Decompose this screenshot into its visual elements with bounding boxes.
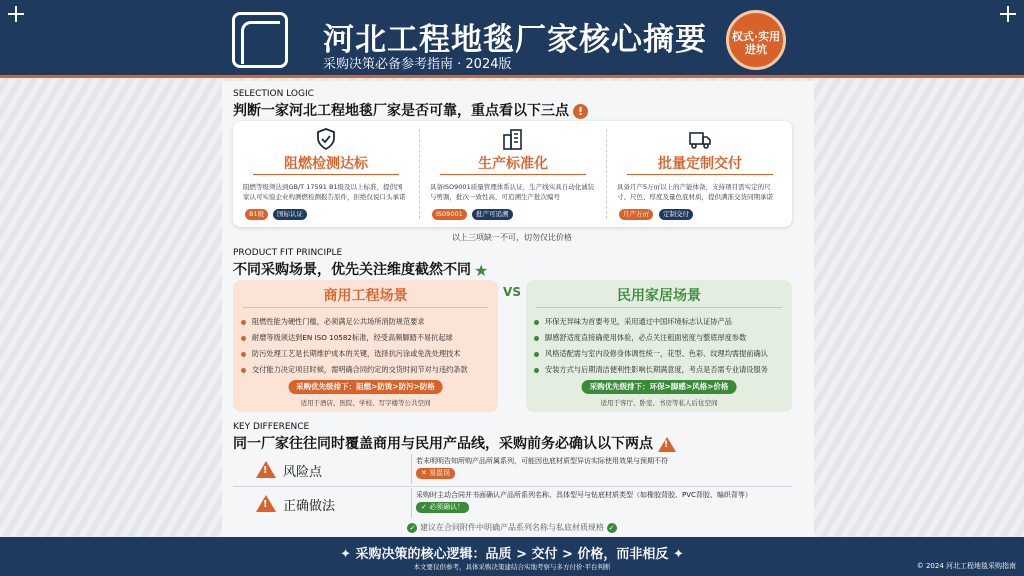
bullet-icon (241, 336, 246, 341)
scenario-list (534, 314, 786, 378)
card-tag: IS09001 (432, 209, 467, 220)
scenario-title: 商用工程场景 (323, 288, 408, 304)
card-title: 生产标准化 (478, 156, 548, 172)
list-item (241, 314, 492, 330)
factory-icon (501, 127, 525, 151)
list-item (534, 314, 786, 330)
confirm-pill: ✓ 必须确认！ (416, 502, 469, 513)
criteria-cards (233, 121, 792, 227)
check-icon: ✓ (607, 523, 617, 533)
card-description: 阻燃等级须达到GB/T 17591 B1级及以上标准，提供国家认可实验企业构测燃检测报告原件，拒绝仅说口头承诺 (243, 183, 406, 201)
divider (536, 307, 782, 308)
divider (233, 486, 792, 487)
footer-banner (0, 537, 1024, 576)
divider (411, 488, 412, 518)
exclamation-icon: ! (573, 104, 588, 119)
list-item (241, 346, 492, 362)
card-tag: B1级 (245, 209, 268, 220)
shield-check-icon (314, 127, 338, 151)
section-heading (233, 259, 488, 280)
risk-row (233, 454, 792, 484)
page-subtitle: 采购决策必备参考指南 · 2024版 (323, 57, 512, 72)
divider (440, 174, 586, 175)
warning-icon: ! (658, 437, 676, 452)
criteria-card (607, 121, 793, 227)
card-tag: 定制交付 (659, 209, 693, 220)
contract-note (0, 522, 1024, 533)
list-item-text: 防污处理工艺是长期维护成本的关键，选择抗污涂或免洗处理技术 (252, 349, 461, 358)
section-heading (233, 433, 676, 453)
section-en-label: SELECTION LOGIC (233, 89, 314, 99)
row-label: 风险点 (283, 465, 323, 480)
list-item (534, 346, 786, 362)
footer-copyright: © 2024 河北工程地毯采购指南 (916, 562, 1016, 570)
bullet-icon (534, 352, 539, 357)
row-text: 若未明明告知所购产品所属系列，可能因也底材质型异访实际使用效果与预期不符 (416, 457, 668, 465)
applicable-note: 适用于酒店、医院、学校、写字楼等公共空间 (300, 399, 431, 407)
card-tag: 批产可追溯 (472, 209, 513, 220)
section-en-label: PRODUCT FIT PRINCIPLE (233, 248, 343, 258)
divider (411, 454, 412, 484)
risk-pill: ✕ 易混误 (416, 468, 455, 479)
list-item (534, 362, 786, 378)
check-icon: ✓ (407, 523, 417, 533)
list-item-text: 交付能力决定项目时候，需明确合同约定的交货时间节对与违约条款 (252, 365, 468, 374)
card-description: 具备ISO9001质量管理体系认证，生产线实具自动化诚装与剪割，批次一致性高，可追溯生产批次编号 (430, 183, 595, 201)
section-en-label: KEY DIFFERENCE (233, 422, 310, 432)
correct-row (233, 488, 792, 518)
card-title: 阻燃检测达标 (284, 156, 368, 172)
divider (627, 174, 773, 175)
list-item (241, 330, 492, 346)
card-tag: 国标认证 (273, 209, 307, 220)
crosshair-icon (1000, 6, 1016, 22)
scenario-list (241, 314, 492, 378)
bullet-icon (241, 352, 246, 357)
page-title: 河北工程地毯厂家核心摘要 (323, 22, 707, 58)
header-banner (0, 0, 1024, 78)
footer-main: ✦ 采购决策的核心逻辑：品质 > 交付 > 价格，而非相反 ✦ (340, 547, 684, 562)
authority-badge (726, 10, 786, 70)
vs-label: VS (503, 285, 521, 299)
criteria-card (420, 121, 606, 227)
row-label: 正确做法 (283, 499, 336, 514)
card-title: 批量定制交付 (658, 156, 742, 172)
row-text: 采购时主动合同并书面确认产品所系列名称、具体型号与钻底材质类型（如橡胶背胶、PVC背胶、编织背等） (416, 491, 752, 499)
scenario-title: 民用家居场景 (617, 288, 701, 304)
badge-text: 权式·实用 进坑 (731, 30, 781, 56)
section-heading-text: 判断一家河北工程地毯厂家是否可靠，重点看以下三点 (233, 103, 569, 119)
list-item-text: 耐磨等级须达到EN ISO 10582标准，经受高频脚踏不易抗起球 (252, 333, 453, 342)
scroll-logo-icon (232, 12, 288, 68)
applicable-note: 适用于客厅、卧室、书房等私人后住空间 (600, 399, 718, 407)
section-heading-text: 同一厂家往往同时覆盖商用与民用产品线，采购前务必确认以下两点 (233, 436, 653, 452)
divider (243, 307, 488, 308)
priority-pill: 采购优先级排下：阻燃>防烫>防污>防格 (288, 380, 443, 394)
bullet-icon (534, 368, 539, 373)
card-tag: 月产万㎡ (619, 209, 653, 220)
list-item (241, 362, 492, 378)
bullet-icon (534, 320, 539, 325)
section-heading-text: 不同采购场景，优先关注维度截然不同 (233, 262, 471, 278)
list-item-text: 安装方式与后期清洁便利性影响长期满意度，考点是否需专业请设服务 (545, 365, 768, 374)
bullet-icon (241, 368, 246, 373)
priority-pill: 采购优先级排下：环保>脚感>风格>价格 (582, 380, 737, 394)
contract-note-text: 建议在合同附件中明确产品系列名称与私底材质规格 (420, 523, 604, 532)
warning-icon: ! (256, 495, 276, 512)
criteria-card (233, 121, 419, 227)
list-item-text: 风格适配需与室内设修身体调性统一，花型、色彩、纹理均需提前确认 (545, 349, 768, 358)
criteria-note: 以上三项缺一不可，切勿仅比价格 (452, 233, 572, 242)
list-item-text: 脚感舒适度直接确使用体验，必点关注租面密度与整底厚度参数 (545, 333, 747, 342)
bullet-icon (534, 336, 539, 341)
home-scenario-card (526, 280, 792, 412)
warning-icon: ! (256, 461, 276, 478)
star-icon: ★ (474, 260, 489, 280)
list-item-text: 阻燃性能为硬性门槛，必须满足公共场所消防规范要求 (252, 317, 425, 326)
bullet-icon (241, 320, 246, 325)
footer-disclaimer: 本文要仅供参考，具体采购决策建结合实地考察与多方付价·平台判断 (413, 563, 611, 571)
commercial-scenario-card (233, 280, 498, 412)
card-description: 具备月产5万㎡以上的产能体备，支持项目需实定的尺寸、尺色、厚度及量色底材质，提供满准交货同期承诺 (617, 183, 773, 201)
section-heading (233, 100, 588, 120)
crosshair-icon (8, 6, 24, 22)
divider (253, 174, 399, 175)
list-item-text: 环保无异味为首要考见，采用通过中国环境标志认证协产品 (545, 317, 732, 326)
list-item (534, 330, 786, 346)
truck-icon (688, 127, 712, 151)
